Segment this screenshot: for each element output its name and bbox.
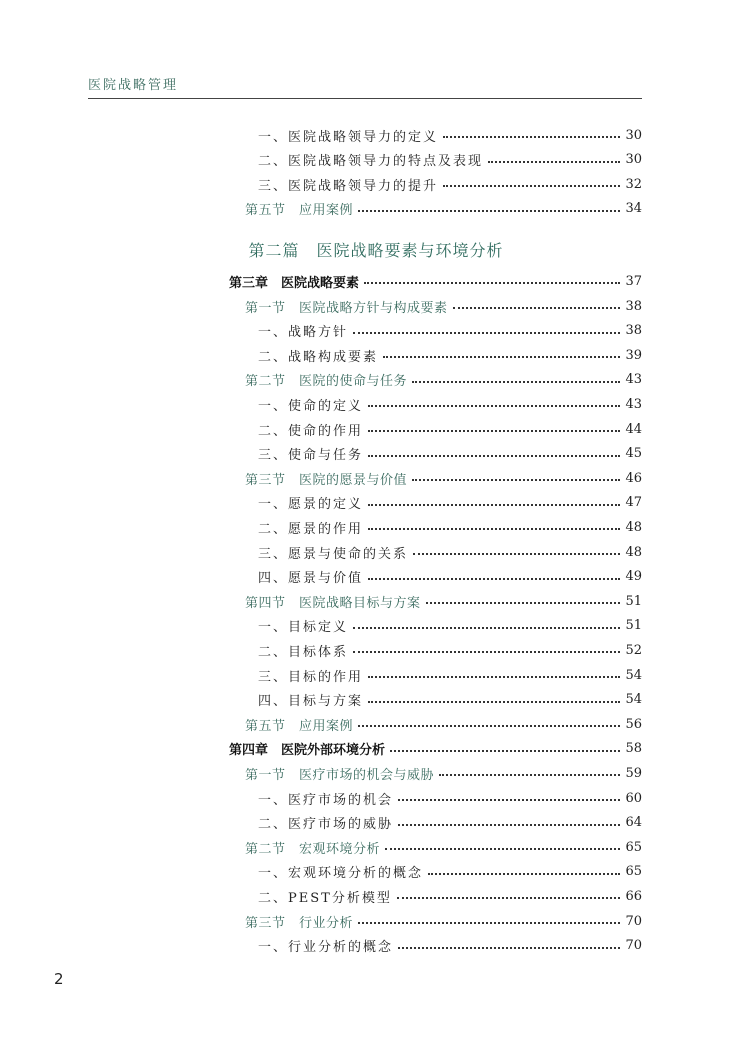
toc-entry-page: 38: [625, 323, 642, 339]
toc-entry-title: 一、医疗市场的机会: [258, 792, 394, 808]
toc-entry-title: 第三节 医院的愿景与价值: [245, 472, 408, 488]
toc-entry-page: 70: [625, 938, 642, 954]
header-rule: [88, 98, 642, 99]
toc-entry: [258, 344, 642, 366]
toc-entry-title: 第四章 医院外部环境分析: [229, 743, 386, 759]
dot-leader: [398, 799, 620, 801]
toc-entry-title: 一、使命的定义: [258, 398, 364, 414]
toc-entry-page: 37: [625, 273, 642, 289]
toc-entry-title: 第二节 宏观环境分析: [245, 841, 381, 857]
toc-entry: [245, 369, 642, 391]
dot-leader: [358, 725, 620, 727]
toc-entry: [258, 787, 642, 809]
dot-leader: [383, 356, 620, 358]
toc-entry-page: 32: [625, 176, 642, 192]
toc-entry: [258, 124, 642, 146]
dot-leader: [353, 332, 620, 334]
dot-leader: [368, 504, 620, 506]
toc-entry-title: 四、目标与方案: [258, 694, 364, 710]
toc-entry-title: 第四节 医院战略目标与方案: [245, 595, 421, 611]
dot-leader: [368, 405, 620, 407]
toc-entry: [258, 566, 642, 588]
toc-entry-title: 二、愿景的作用: [258, 521, 364, 537]
dot-leader: [397, 897, 621, 899]
toc-entry-title: 二、战略构成要素: [258, 349, 379, 365]
toc-entry-page: 49: [625, 569, 642, 585]
toc-entry-title: 一、医院战略领导力的定义: [258, 129, 439, 145]
toc-entry-title: 第三章 医院战略要素: [229, 275, 360, 291]
toc-entry-page: 44: [625, 421, 642, 437]
toc-entry-title: 一、愿景的定义: [258, 497, 364, 513]
dot-leader: [368, 455, 620, 457]
toc-entry-title: 一、目标定义: [258, 620, 349, 636]
toc-entry: [258, 935, 642, 957]
toc-entry-page: 43: [625, 372, 642, 388]
toc-entry-title: 第一节 医院战略方针与构成要素: [245, 300, 448, 316]
toc-entry-title: 第二节 医院的使命与任务: [245, 374, 408, 390]
running-header-title: 医院战略管理: [88, 78, 179, 93]
dot-leader: [453, 307, 621, 309]
toc-entry: [258, 541, 642, 563]
toc-entry-title: 一、行业分析的概念: [258, 940, 394, 956]
toc-entry: [245, 467, 642, 489]
dot-leader: [412, 479, 620, 481]
dot-leader: [353, 651, 620, 653]
toc-entry-page: 43: [625, 396, 642, 412]
toc-entry: [245, 713, 642, 735]
toc-entry-page: 64: [625, 815, 642, 831]
dot-leader: [385, 848, 620, 850]
toc-entry: [258, 393, 642, 415]
dot-leader: [390, 750, 620, 752]
dot-leader: [358, 922, 620, 924]
toc-entry-title: 四、愿景与价值: [258, 571, 364, 587]
dot-leader: [368, 528, 620, 530]
toc-entry-title: 三、愿景与使命的关系: [258, 546, 409, 562]
toc-entry: [245, 295, 642, 317]
toc-entry-title: 三、使命与任务: [258, 448, 364, 464]
toc-entry-title: 第三节 行业分析: [245, 915, 354, 931]
toc-entry: [229, 738, 642, 760]
toc-entry-title: 一、宏观环境分析的概念: [258, 866, 424, 882]
dot-leader: [364, 282, 620, 284]
dot-leader: [443, 185, 620, 187]
dot-leader: [368, 578, 620, 580]
toc-entry: [258, 418, 642, 440]
toc-entry-page: 58: [625, 741, 642, 757]
toc-entry-title: 三、医院战略领导力的提升: [258, 178, 439, 194]
toc-entry: [258, 320, 642, 342]
toc-entry: [258, 516, 642, 538]
toc-entry: [258, 443, 642, 465]
toc-entry-title: 二、医院战略领导力的特点及表现: [258, 154, 484, 170]
dot-leader: [488, 161, 620, 163]
toc-entry-page: 56: [625, 716, 642, 732]
dot-leader: [353, 627, 620, 629]
dot-leader: [412, 381, 620, 383]
toc-entry: [258, 149, 642, 171]
dot-leader: [443, 136, 620, 138]
toc-entry-title: 一、战略方针: [258, 325, 349, 341]
toc-entry-title: 第五节 应用案例: [245, 718, 354, 734]
toc-entry-page: 70: [625, 913, 642, 929]
toc-entry-page: 51: [625, 593, 642, 609]
toc-entry: [245, 590, 642, 612]
part-title: 第二篇 医院战略要素与环境分析: [248, 241, 504, 261]
dot-leader: [368, 676, 620, 678]
toc-entry: [258, 492, 642, 514]
toc-entry-page: 48: [625, 519, 642, 535]
toc-entry-title: 二、使命的作用: [258, 423, 364, 439]
toc-entry-page: 30: [625, 152, 642, 168]
toc-entry-page: 65: [625, 864, 642, 880]
toc-entry: [245, 910, 642, 932]
toc-entry-page: 38: [625, 298, 642, 314]
toc-entry: [258, 885, 642, 907]
toc-entry-page: 60: [625, 790, 642, 806]
toc-entry-page: 45: [625, 446, 642, 462]
dot-leader: [426, 602, 621, 604]
toc-entry: [258, 812, 642, 834]
dot-leader: [439, 774, 620, 776]
toc-entry-page: 51: [625, 618, 642, 634]
toc-entry-page: 39: [625, 347, 642, 363]
toc-entry-title: 第五节 应用案例: [245, 203, 354, 219]
toc-entry-page: 54: [625, 692, 642, 708]
dot-leader: [398, 824, 620, 826]
toc-entry-page: 52: [625, 642, 642, 658]
toc-entry-page: 59: [625, 765, 642, 781]
dot-leader: [398, 947, 620, 949]
toc-entry: [258, 689, 642, 711]
toc-entry-page: 46: [625, 470, 642, 486]
toc-entry-title: 第一节 医疗市场的机会与威胁: [245, 767, 435, 783]
toc-entry: [258, 615, 642, 637]
page-number: 2: [54, 970, 64, 988]
toc-entry-page: 65: [625, 839, 642, 855]
toc-entry-title: 二、PEST分析模型: [258, 890, 392, 906]
toc-entry: [245, 762, 642, 784]
toc-entry: [258, 861, 642, 883]
toc-entry-title: 二、目标体系: [258, 644, 349, 660]
toc-entry-page: 48: [625, 544, 642, 560]
dot-leader: [368, 430, 620, 432]
toc-entry-title: 二、医疗市场的威胁: [258, 817, 394, 833]
toc-entry-page: 47: [625, 495, 642, 511]
toc-entry-page: 30: [625, 127, 642, 143]
toc-entry-title: 三、目标的作用: [258, 669, 364, 685]
toc-entry: [229, 270, 642, 292]
toc-entry: [258, 664, 642, 686]
dot-leader: [413, 553, 620, 555]
toc-entry: [245, 836, 642, 858]
dot-leader: [428, 873, 620, 875]
toc-entry: [258, 173, 642, 195]
dot-leader: [358, 210, 620, 212]
toc-entry: [245, 198, 642, 220]
toc-entry-page: 34: [625, 201, 642, 217]
toc-entry-page: 54: [625, 667, 642, 683]
toc-entry-page: 66: [625, 888, 642, 904]
dot-leader: [368, 701, 620, 703]
toc-entry: [258, 639, 642, 661]
